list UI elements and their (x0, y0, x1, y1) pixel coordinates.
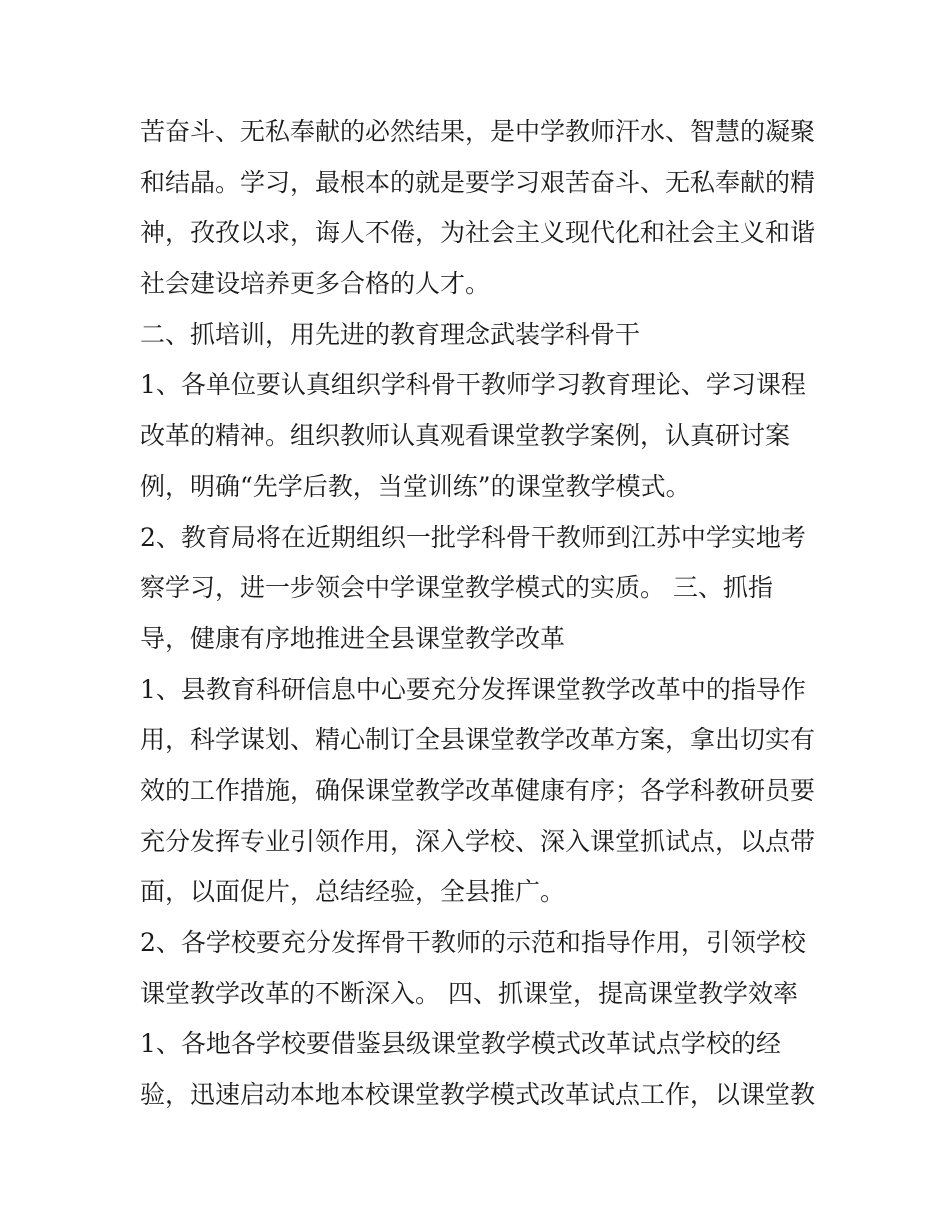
text-line: 课堂教学改革的不断深入。 四、抓课堂，提高课堂教学效率 (140, 978, 798, 1008)
text-line: 用，科学谋划、精心制订全县课堂教学改革方案，拿出切实有 (140, 725, 816, 755)
text-line: 2、各学校要充分发挥骨干教师的示范和指导作用，引领学校 (140, 928, 806, 957)
text-line: 1、各地各学校要借鉴县级课堂教学模式改革试点学校的经 (140, 1029, 781, 1059)
text-line: 充分发挥专业引领作用，深入学校、深入课堂抓试点，以点带 (140, 826, 816, 856)
text-line: 苦奋斗、无私奉献的必然结果，是中学教师汗水、智慧的凝聚 (140, 117, 816, 146)
text-line: 效的工作措施，确保课堂教学改革健康有序；各学科教研员要 (140, 775, 816, 805)
text-line: 改革的精神。组织教师认真观看课堂教学案例，认真研讨案 (140, 421, 791, 451)
document-body (140, 107, 820, 1121)
text-line: 例，明确“先学后教，当堂训练”的课堂教学模式。 (140, 471, 691, 501)
text-line: 神，孜孜以求，诲人不倦，为社会主义现代化和社会主义和谐 (140, 218, 816, 248)
text-line: 导，健康有序地推进全县课堂教学改革 (140, 623, 566, 653)
text-line: 社会建设培养更多合格的人才。 (140, 269, 491, 299)
text-line: 面，以面促片，总结经验，全县推广。 (140, 877, 566, 907)
text-line: 和结晶。学习，最根本的就是要学习艰苦奋斗、无私奉献的精 (140, 167, 816, 197)
section-heading: 二、抓培训，用先进的教育理念武装学科骨干 (140, 319, 641, 349)
text-line: 1、各单位要认真组织学科骨干教师学习教育理论、学习课程 (140, 370, 806, 400)
text-line: 验，迅速启动本地本校课堂教学模式改革试点工作，以课堂教 (140, 1080, 816, 1110)
text-line: 2、教育局将在近期组织一批学科骨干教师到江苏中学实地考 (140, 522, 806, 552)
text-line: 1、县教育科研信息中心要充分发挥课堂教学改革中的指导作 (140, 674, 806, 704)
text-line: 察学习，进一步领会中学课堂教学模式的实质。 三、抓指 (140, 573, 773, 603)
